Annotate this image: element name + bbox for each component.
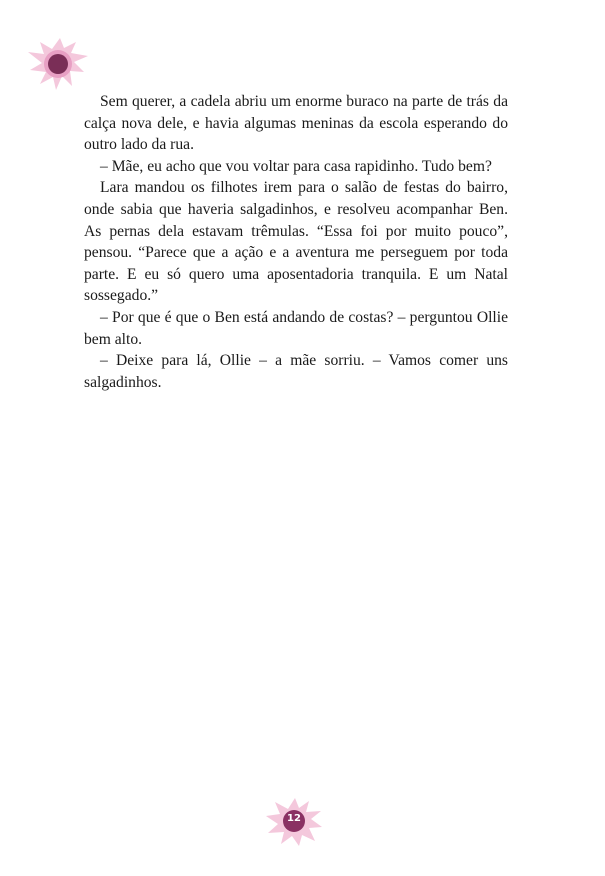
paragraph: Lara mandou os filhotes irem para o salão de festas do bairro, onde sabia que haveria salgadinhos, e resolveu acompanhar Ben. As pernas dela estavam trêmulas. “Essa foi por muito pouco”, pensou. “Parece que a ação e a aventura me perseguem por toda parte. E eu só quero uma aposentadoria tranquila. E um Natal sossegado.” <box>84 179 508 305</box>
paragraph: – Por que é que o Ben está andando de costas? – perguntou Ollie bem alto. <box>84 308 508 348</box>
story-text <box>84 91 508 393</box>
splat-icon <box>26 36 90 92</box>
paragraph: Sem querer, a cadela abriu um enorme buraco na parte de trás da calça nova dele, e havia algumas meninas da escola esperando do outro lado da rua. <box>84 93 508 154</box>
page-number: 12 <box>287 813 301 824</box>
paragraph: – Mãe, eu acho que vou voltar para casa rapidinho. Tudo bem? <box>100 157 492 175</box>
page-number-badge <box>265 797 323 847</box>
paragraph: – Deixe para lá, Ollie – a mãe sorriu. – Vamos comer uns salgadinhos. <box>84 352 508 391</box>
